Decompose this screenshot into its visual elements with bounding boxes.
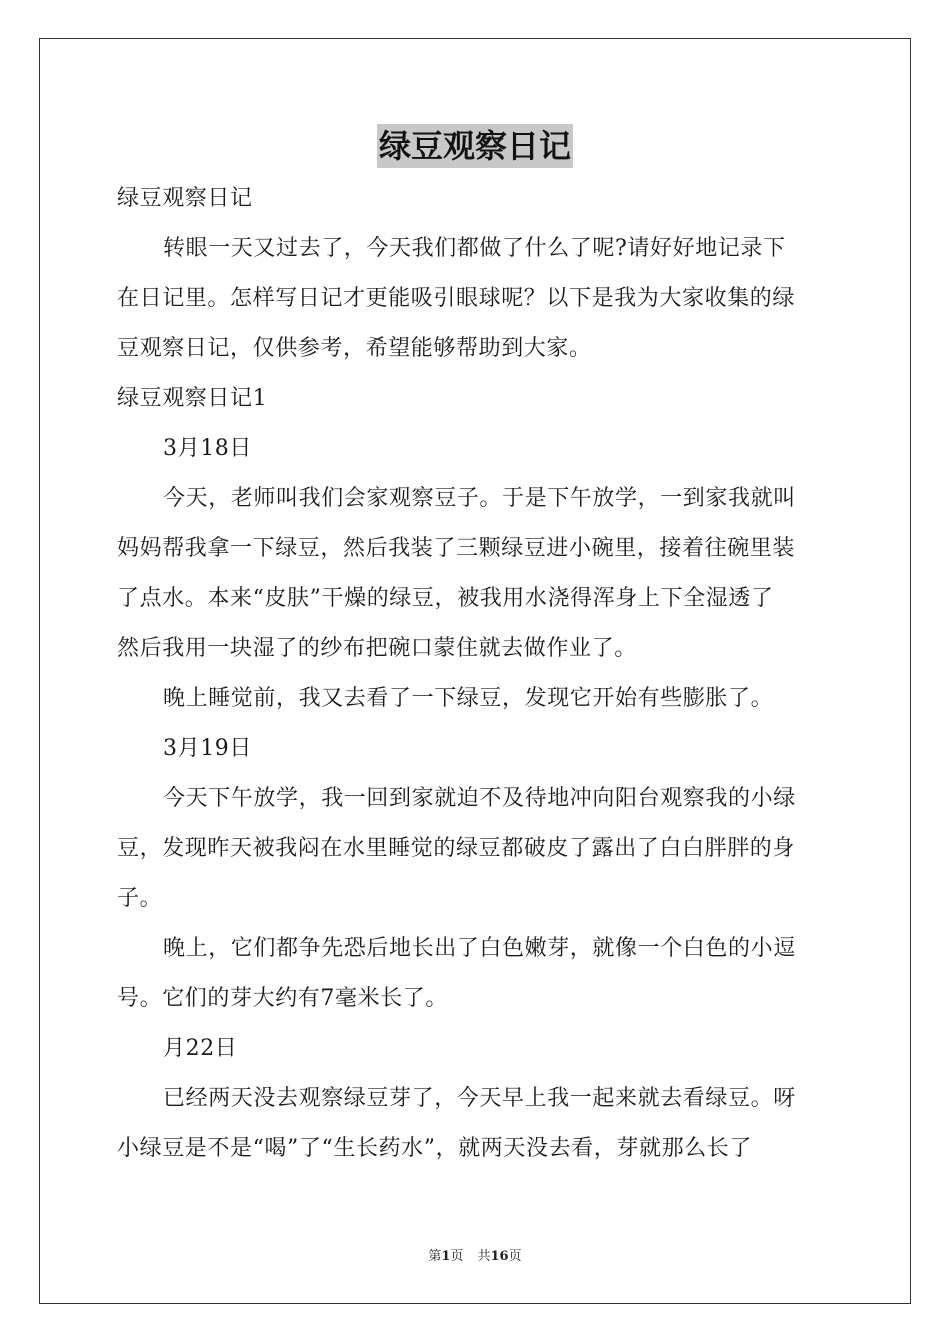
total-prefix: 共 (477, 1249, 491, 1264)
paragraph-line: 晚上睡觉前，我又去看了一下绿豆，发现它开始有些膨胀了。 (163, 686, 774, 711)
section-heading: 绿豆观察日记1 (117, 386, 268, 411)
paragraph-line: 子。 (117, 886, 163, 911)
intro-line-2: 在日记里。怎样写日记才更能吸引眼球呢？以下是我为大家收集的绿 (117, 286, 796, 311)
document-title: 绿豆观察日记 (377, 124, 573, 168)
page-border (39, 38, 911, 1304)
page-current: 1 (441, 1249, 451, 1264)
paragraph-line: 了点水。本来“皮肤”干燥的绿豆，被我用水浇得浑身上下全湿透了 (117, 586, 774, 611)
date-line-3: 月22日 (163, 1036, 238, 1061)
date-line-2: 3月19日 (163, 736, 252, 761)
page-unit: 页 (450, 1249, 464, 1264)
page-prefix: 第 (428, 1249, 442, 1264)
page-footer (0, 1248, 950, 1266)
intro-line-3: 豆观察日记，仅供参考，希望能够帮助到大家。 (117, 336, 592, 361)
paragraph-line: 然后我用一块湿了的纱布把碗口蒙住就去做作业了。 (117, 636, 637, 661)
total-unit: 页 (508, 1249, 522, 1264)
title-container (0, 124, 950, 168)
intro-line-1: 转眼一天又过去了，今天我们都做了什么了呢?请好好地记录下 (163, 236, 786, 261)
paragraph-line: 今天，老师叫我们会家观察豆子。于是下午放学，一到家我就叫 (163, 486, 796, 511)
paragraph-line: 豆，发现昨天被我闷在水里睡觉的绿豆都破皮了露出了白白胖胖的身 (117, 836, 796, 861)
paragraph-line: 妈妈帮我拿一下绿豆，然后我装了三颗绿豆进小碗里，接着往碗里装 (117, 536, 796, 561)
date-line-1: 3月18日 (163, 436, 252, 461)
paragraph-line: 晚上，它们都争先恐后地长出了白色嫩芽，就像一个白色的小逗 (163, 936, 796, 961)
page-total: 16 (490, 1249, 509, 1264)
paragraph-line: 号。它们的芽大约有7毫米长了。 (117, 986, 448, 1011)
subtitle-line: 绿豆观察日记 (117, 186, 253, 211)
paragraph-line: 今天下午放学，我一回到家就迫不及待地冲向阳台观察我的小绿 (163, 786, 796, 811)
paragraph-line: 已经两天没去观察绿豆芽了，今天早上我一起来就去看绿豆。呀 (163, 1086, 796, 1111)
paragraph-line: 小绿豆是不是“喝”了“生长药水”，就两天没去看，芽就那么长了 (117, 1136, 752, 1161)
